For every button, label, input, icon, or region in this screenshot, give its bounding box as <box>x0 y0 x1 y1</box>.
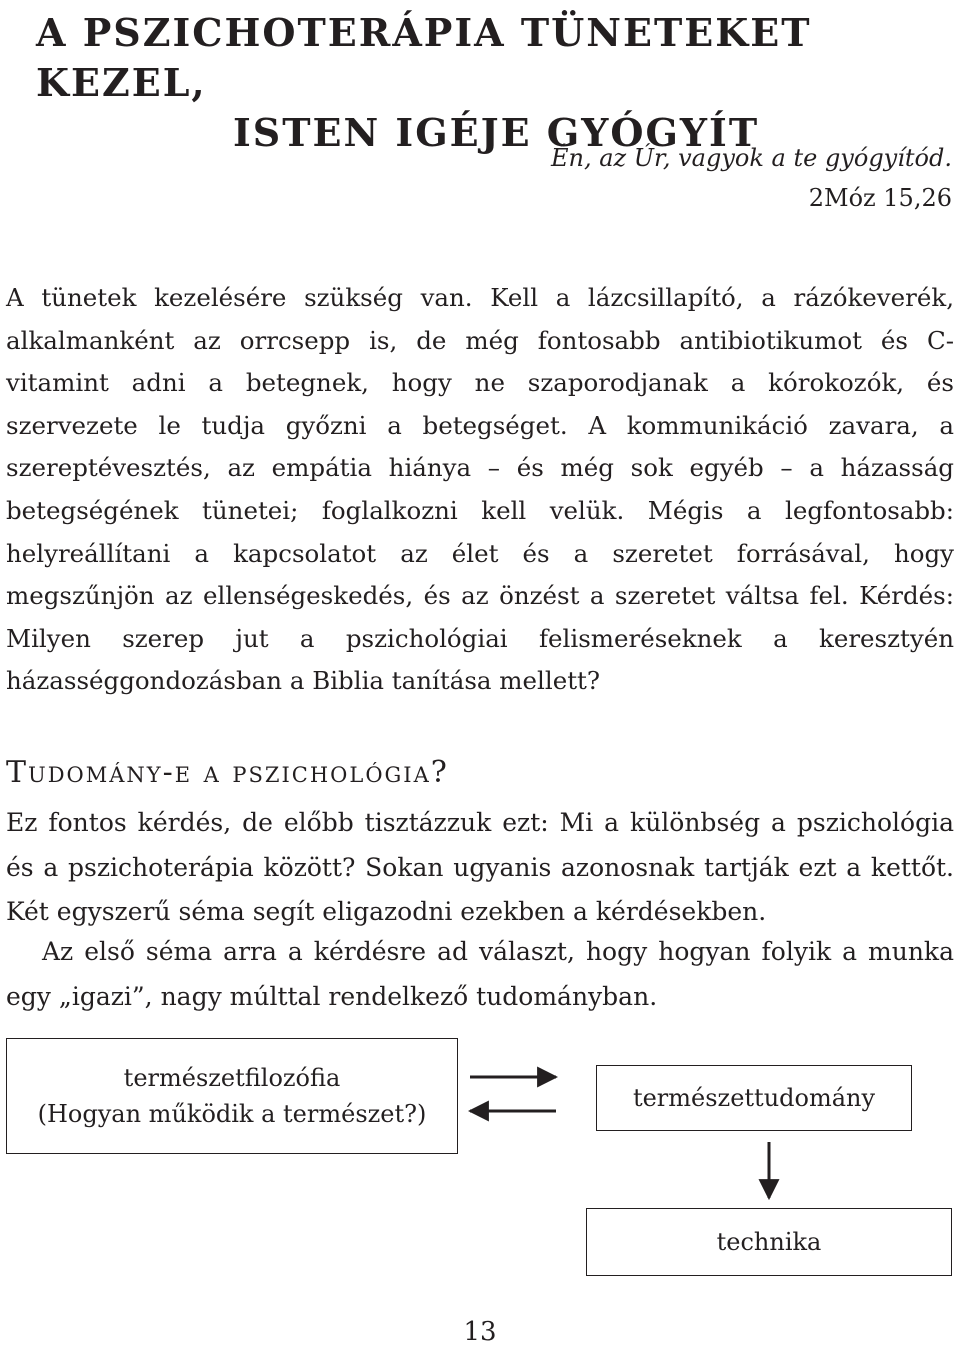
chapter-title <box>36 8 936 158</box>
diagram-box-natural-science-label: természettudomány <box>632 1084 876 1112</box>
body-paragraph-1: A tünetek kezelésére szükség van. Kell a lázcsillapító, a rázókeverék, alkalmanként az orrcsepp is, de még fontosabb antibiotikumot és C-vitamint adni a betegnek, hogy ne szaporodjanak a kórokozók, és szervezete le tudja győzni a betegséget. A kommunikáció zavara, a szereptévesztés, az empátia hiánya – és még sok egyéb – a házasság betegségének tünetei; foglalkozni kell velük. Mégis a legfontosabb: helyreállítani a kapcsolatot az élet és a szeretet forrásával, hogy megszűnjön az ellenségeskedés, és az önzést a szeretet váltsa fel. Kérdés: Milyen szerep jut a pszichológiai felismeréseknek a keresztyén házasséggondozásban a Biblia tanítása mellett? <box>6 283 954 696</box>
section-heading: Tudomány-e a pszichológia? <box>6 755 449 790</box>
motto <box>551 138 952 218</box>
diagram-box-natural-science <box>596 1065 912 1131</box>
diagram-box-technology-label: technika <box>716 1228 822 1256</box>
body-paragraph-3: Az első séma arra a kérdésre ad választ, hogy hogyan folyik a munka egy „igazi”, nagy múlttal rendelkező tudományban. <box>6 937 954 1011</box>
diagram-box-natural-philosophy-label: természetfilozófia <box>123 1064 341 1092</box>
diagram-box-technology <box>586 1208 952 1276</box>
chapter-title-line2: ISTEN IGÉJE GYÓGYÍT <box>233 110 760 155</box>
body-paragraph-2: Ez fontos kérdés, de előbb tisztázzuk ezt: Mi a különbség a pszichológia és a pszichoterápia között? Sokan ugyanis azonosnak tartják ezt a kettőt. Két egyszerű séma segít eligazodni ezekben a kérdésekben. <box>6 808 954 926</box>
motto-quote: Én, az Úr, vagyok a te gyógyítód. <box>550 144 952 172</box>
motto-reference: 2Móz 15,26 <box>808 184 952 212</box>
chapter-title-line1: A PSZICHOTERÁPIA TÜNETEKET KEZEL, <box>36 10 812 105</box>
diagram-box-natural-philosophy-question: (Hogyan működik a természet?) <box>37 1100 427 1128</box>
page-number: 13 <box>463 1317 497 1347</box>
diagram-box-natural-philosophy <box>6 1038 458 1154</box>
